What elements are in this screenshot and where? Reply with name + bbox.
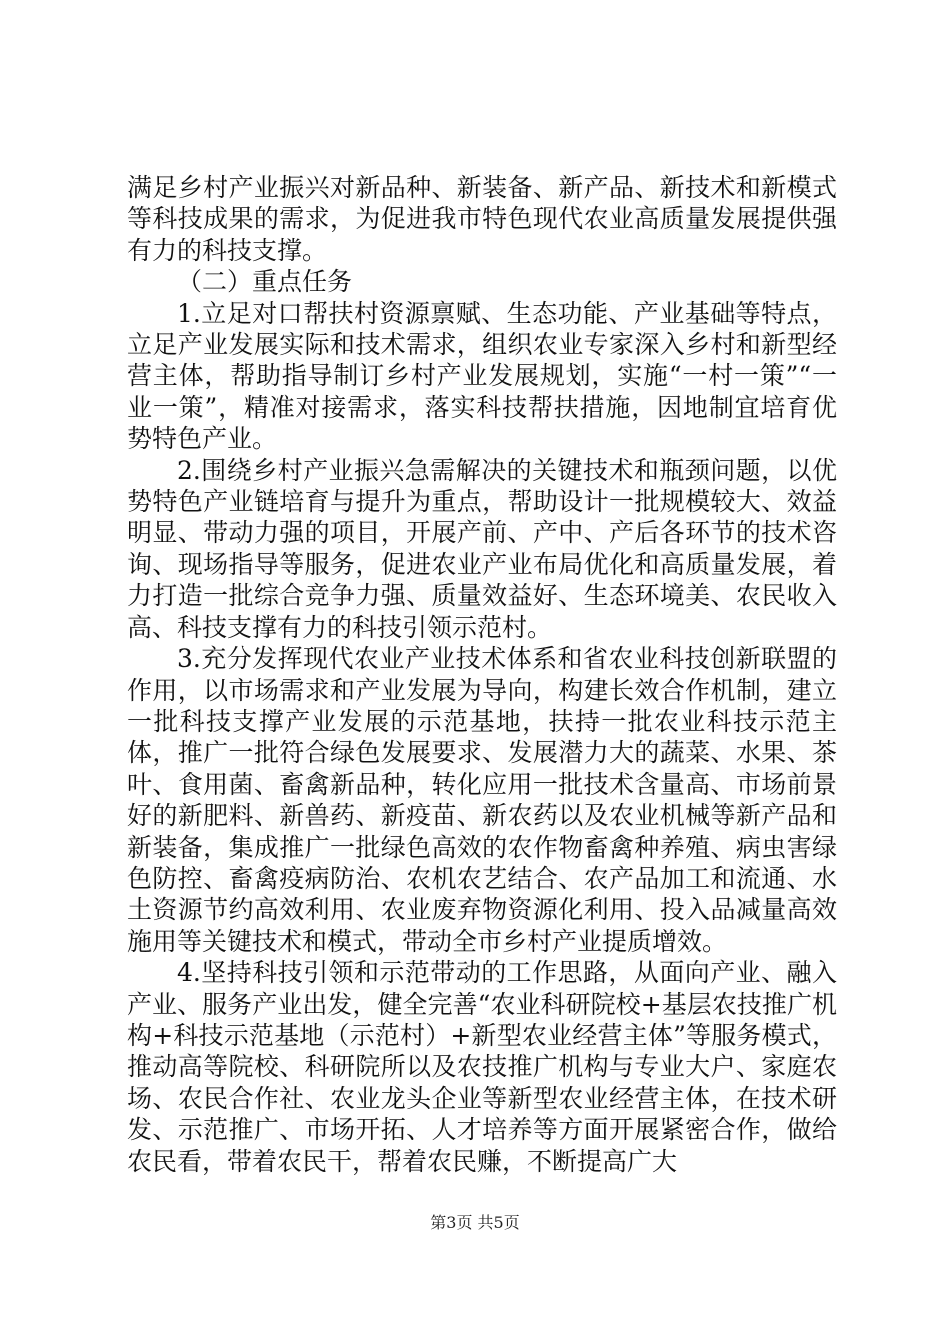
paragraph-item-3: 3.充分发挥现代农业产业技术体系和省农业科技创新联盟的作用，以市场需求和产业发展为导向，构建长效合作机制，建立一批科技支撑产业发展的示范基地，扶持一批农业科技示范主体，推广一批符合绿色发展要求、发展潜力大的蔬菜、水果、茶叶、食用菌、畜禽新品种，转化应用一批技术含量高、市场前景好的新肥料、新兽药、新疫苗、新农药以及农业机械等新产品和新装备，集成推广一批绿色高效的农作物畜禽种养殖、病虫害绿色防控、畜禽疫病防治、农机农艺结合、农产品加工和流通、水土资源节约高效利用、农业废弃物资源化利用、投入品减量高效施用等关键技术和模式，带动全市乡村产业提质增效。 — [127, 644, 837, 956]
paragraph-continuation: 满足乡村产业振兴对新品种、新装备、新产品、新技术和新模式等科技成果的需求，为促进我市特色现代农业高质量发展提供强有力的科技支撑。 — [127, 173, 837, 265]
page-footer: 第3页 共5页 — [430, 1213, 520, 1232]
paragraph-item-2: 2.围绕乡村产业振兴急需解决的关键技术和瓶颈问题，以优势特色产业链培育与提升为重点，帮助设计一批规模较大、效益明显、带动力强的项目，开展产前、产中、产后各环节的技术咨询、现场指导等服务，促进农业产业布局优化和高质量发展，着力打造一批综合竞争力强、质量效益好、生态环境美、农民收入高、科技支撑有力的科技引领示范村。 — [127, 455, 837, 642]
paragraph-item-4: 4.坚持科技引领和示范带动的工作思路，从面向产业、融入产业、服务产业出发，健全完善“农业科研院校+基层农技推广机构+科技示范基地（示范村）+新型农业经营主体”等服务模式，推动高等院校、科研院所以及农技推广机构与专业大户、家庭农场、农民合作社、农业龙头企业等新型农业经营主体，在技术研发、示范推广、市场开拓、人才培养等方面开展紧密合作，做给农民看，带着农民干，帮着农民赚，不断提高广大 — [127, 958, 837, 1176]
document-body — [127, 172, 837, 1177]
section-heading: （二）重点任务 — [177, 267, 353, 297]
paragraph-item-1: 1.立足对口帮扶村资源禀赋、生态功能、产业基础等特点，立足产业发展实际和技术需求，组织农业专家深入乡村和新型经营主体，帮助指导制订乡村产业发展规划，实施“一村一策”“一业一策”，精准对接需求，落实科技帮扶措施，因地制宜培育优势特色产业。 — [127, 298, 837, 454]
